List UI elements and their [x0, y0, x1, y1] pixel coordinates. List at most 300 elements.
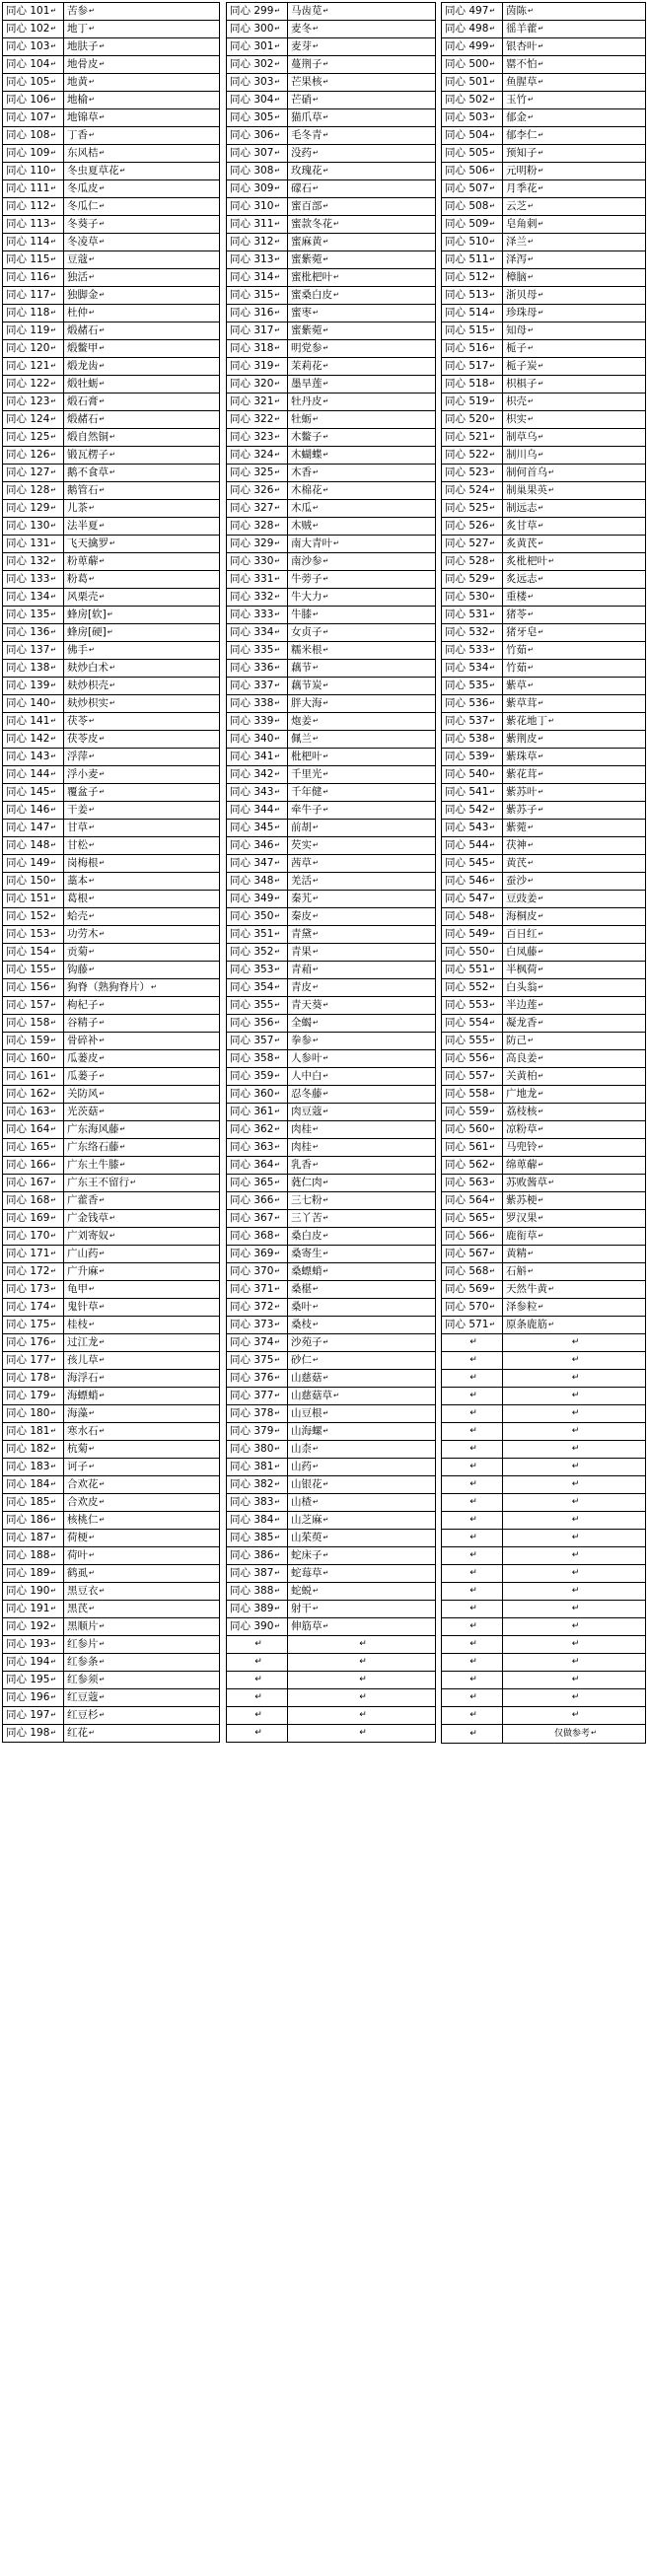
item-code: 同心 361 ↵	[227, 1104, 288, 1121]
table-row	[3, 198, 220, 216]
table-row	[442, 1263, 646, 1281]
item-name: 桂枝 ↵	[64, 1317, 220, 1334]
table-row	[227, 784, 436, 802]
item-name: 枳壳 ↵	[503, 394, 646, 411]
item-name: 合欢皮 ↵	[64, 1494, 220, 1512]
table-row	[227, 926, 436, 944]
table-row	[227, 1459, 436, 1476]
item-code: 同心 503 ↵	[442, 109, 503, 127]
table-row	[227, 571, 436, 589]
item-code: 同心 311 ↵	[227, 216, 288, 234]
table-row	[3, 1636, 220, 1654]
item-name: 煅牡蛎 ↵	[64, 376, 220, 394]
item-code: 同心 145 ↵	[3, 784, 64, 802]
item-name: 麸炒枳壳 ↵	[64, 678, 220, 695]
empty-cell: ↵	[288, 1707, 436, 1725]
item-name: 藕节炭 ↵	[288, 678, 436, 695]
empty-cell: ↵	[503, 1494, 646, 1512]
table-row	[227, 908, 436, 926]
item-name: 玫瑰花 ↵	[288, 163, 436, 180]
table-row	[227, 1725, 436, 1743]
empty-cell: ↵	[503, 1707, 646, 1725]
item-name: 胖大海 ↵	[288, 695, 436, 713]
table-row	[227, 802, 436, 820]
item-name: 郁金 ↵	[503, 109, 646, 127]
item-code: 同心 344 ↵	[227, 802, 288, 820]
table-row	[227, 660, 436, 678]
item-code: 同心 152 ↵	[3, 908, 64, 926]
table-row	[227, 376, 436, 394]
item-name: 牛蒡子 ↵	[288, 571, 436, 589]
item-code: 同心 107 ↵	[3, 109, 64, 127]
item-name: 泽兰 ↵	[503, 234, 646, 251]
item-code: 同心 554 ↵	[442, 1015, 503, 1033]
item-code: 同心 539 ↵	[442, 749, 503, 766]
item-name: 紫花地丁 ↵	[503, 713, 646, 731]
item-code: 同心 162 ↵	[3, 1086, 64, 1104]
item-name: 百日红 ↵	[503, 926, 646, 944]
table-row	[3, 1104, 220, 1121]
table-row	[227, 820, 436, 837]
empty-cell: ↵	[442, 1707, 503, 1725]
item-name: 月季花 ↵	[503, 180, 646, 198]
empty-cell: ↵	[442, 1583, 503, 1601]
item-code: 同心 135 ↵	[3, 607, 64, 624]
item-name: 蛇莓草 ↵	[288, 1565, 436, 1583]
item-code: 同心 159 ↵	[3, 1033, 64, 1050]
item-name: 鹤虱 ↵	[64, 1565, 220, 1583]
table-row	[227, 1192, 436, 1210]
empty-cell: ↵	[503, 1672, 646, 1689]
table-row	[442, 1459, 646, 1476]
item-code: 同心 180 ↵	[3, 1405, 64, 1423]
item-code: 同心 550 ↵	[442, 944, 503, 962]
item-code: 同心 505 ↵	[442, 145, 503, 163]
empty-cell: ↵	[442, 1547, 503, 1565]
table-row	[227, 1104, 436, 1121]
item-name: 苏败酱草 ↵	[503, 1175, 646, 1192]
item-code: 同心 337 ↵	[227, 678, 288, 695]
item-name: 徭羊藿 ↵	[503, 21, 646, 38]
table-row	[3, 180, 220, 198]
item-code: 同心 500 ↵	[442, 56, 503, 74]
item-name: 煅龙齿 ↵	[64, 358, 220, 376]
table-row	[442, 3, 646, 21]
item-name: 沙苑子 ↵	[288, 1334, 436, 1352]
table-row	[227, 1654, 436, 1672]
item-name: 风栗壳 ↵	[64, 589, 220, 607]
empty-cell: ↵	[442, 1423, 503, 1441]
item-code: 同心 567 ↵	[442, 1246, 503, 1263]
item-code: 同心 370 ↵	[227, 1263, 288, 1281]
item-code: 同心 528 ↵	[442, 553, 503, 571]
item-name: 桑叶 ↵	[288, 1299, 436, 1317]
table-row	[3, 394, 220, 411]
empty-cell: ↵	[442, 1725, 503, 1744]
table-row	[442, 731, 646, 749]
item-code: 同心 533 ↵	[442, 642, 503, 660]
item-name: 儿茶 ↵	[64, 500, 220, 518]
item-code: 同心 165 ↵	[3, 1139, 64, 1157]
empty-cell: ↵	[503, 1512, 646, 1530]
item-name: 牡蛎 ↵	[288, 411, 436, 429]
table-row	[227, 1246, 436, 1263]
table-row	[442, 820, 646, 837]
item-name: 枳实 ↵	[503, 411, 646, 429]
item-name: 石斛 ↵	[503, 1263, 646, 1281]
item-code: 同心 179 ↵	[3, 1388, 64, 1405]
item-name: 蜜枇杷叶 ↵	[288, 269, 436, 287]
table-row	[442, 1317, 646, 1334]
item-name: 青果 ↵	[288, 944, 436, 962]
item-name: 浙贝母 ↵	[503, 287, 646, 305]
item-name: 全蝎 ↵	[288, 1015, 436, 1033]
item-name: 竹茹 ↵	[503, 642, 646, 660]
item-name: 枸杞子 ↵	[64, 997, 220, 1015]
item-code: 同心 186 ↵	[3, 1512, 64, 1530]
table-row	[442, 163, 646, 180]
table-row	[442, 340, 646, 358]
table-row	[227, 411, 436, 429]
table-row	[3, 287, 220, 305]
item-name: 海浮石 ↵	[64, 1370, 220, 1388]
item-name: 马齿苋 ↵	[288, 3, 436, 21]
empty-cell: ↵	[442, 1654, 503, 1672]
table-row	[3, 1405, 220, 1423]
table-row	[442, 269, 646, 287]
table-row	[3, 1565, 220, 1583]
item-name: 高良姜 ↵	[503, 1050, 646, 1068]
item-code: 同心 184 ↵	[3, 1476, 64, 1494]
empty-cell: ↵	[503, 1423, 646, 1441]
empty-cell: ↵	[442, 1334, 503, 1352]
empty-cell: ↵	[442, 1672, 503, 1689]
item-code: 同心 336 ↵	[227, 660, 288, 678]
table-row	[3, 1299, 220, 1317]
table-row	[3, 1583, 220, 1601]
item-code: 同心 386 ↵	[227, 1547, 288, 1565]
table-row	[227, 163, 436, 180]
item-code: 同心 371 ↵	[227, 1281, 288, 1299]
item-name: 佩兰 ↵	[288, 731, 436, 749]
item-name: 豆蔻 ↵	[64, 251, 220, 269]
empty-cell: ↵	[442, 1388, 503, 1405]
item-code: 同心 359 ↵	[227, 1068, 288, 1086]
table-row	[442, 1086, 646, 1104]
item-code: 同心 522 ↵	[442, 447, 503, 465]
item-code: 同心 106 ↵	[3, 92, 64, 109]
table-row	[227, 766, 436, 784]
table-row	[442, 1334, 646, 1352]
table-row	[3, 695, 220, 713]
table-row	[442, 944, 646, 962]
table-row	[442, 1299, 646, 1317]
item-name: 法半夏 ↵	[64, 518, 220, 536]
table-row	[3, 216, 220, 234]
item-code: 同心 356 ↵	[227, 1015, 288, 1033]
table-row	[442, 1565, 646, 1583]
item-code: 同心 302 ↵	[227, 56, 288, 74]
item-name: 知母 ↵	[503, 322, 646, 340]
item-code: 同心 322 ↵	[227, 411, 288, 429]
item-code: 同心 560 ↵	[442, 1121, 503, 1139]
table-row	[227, 997, 436, 1015]
item-name: 冬瓜皮 ↵	[64, 180, 220, 198]
empty-cell: ↵	[442, 1441, 503, 1459]
table-row	[227, 678, 436, 695]
table-row	[227, 180, 436, 198]
item-name: 蜜紫菀 ↵	[288, 322, 436, 340]
table-row	[442, 1370, 646, 1388]
item-name: 云芝 ↵	[503, 198, 646, 216]
item-name: 寒水石 ↵	[64, 1423, 220, 1441]
item-name: 荷梗 ↵	[64, 1530, 220, 1547]
table-row	[3, 1263, 220, 1281]
item-name: 紫珠草 ↵	[503, 749, 646, 766]
table-row	[3, 1015, 220, 1033]
item-code: 同心 189 ↵	[3, 1565, 64, 1583]
item-name: 骨碎补 ↵	[64, 1033, 220, 1050]
table-row	[227, 1494, 436, 1512]
item-name: 桑寄生 ↵	[288, 1246, 436, 1263]
item-code: 同心 175 ↵	[3, 1317, 64, 1334]
item-code: 同心 115 ↵	[3, 251, 64, 269]
table-row	[3, 624, 220, 642]
table-row	[227, 145, 436, 163]
item-name: 地骨皮 ↵	[64, 56, 220, 74]
item-code: 同心 193 ↵	[3, 1636, 64, 1654]
item-code: 同心 508 ↵	[442, 198, 503, 216]
table-row	[3, 784, 220, 802]
table-row	[227, 1121, 436, 1139]
item-name: 煅石膏 ↵	[64, 394, 220, 411]
empty-cell: ↵	[288, 1689, 436, 1707]
table-row	[442, 784, 646, 802]
item-code: 同心 384 ↵	[227, 1512, 288, 1530]
table-row	[3, 855, 220, 873]
table-row	[442, 1654, 646, 1672]
table-row	[227, 340, 436, 358]
item-code: 同心 561 ↵	[442, 1139, 503, 1157]
code-column-1	[2, 2, 220, 1743]
table-row	[227, 74, 436, 92]
item-code: 同心 544 ↵	[442, 837, 503, 855]
item-code: 同心 526 ↵	[442, 518, 503, 536]
table-row	[3, 1441, 220, 1459]
table-row	[442, 1530, 646, 1547]
item-code: 同心 130 ↵	[3, 518, 64, 536]
item-code: 同心 185 ↵	[3, 1494, 64, 1512]
item-code: 同心 167 ↵	[3, 1175, 64, 1192]
item-code: 同心 155 ↵	[3, 962, 64, 979]
item-name: 羌活 ↵	[288, 873, 436, 891]
item-name: 合欢花 ↵	[64, 1476, 220, 1494]
item-code: 同心 552 ↵	[442, 979, 503, 997]
table-row	[3, 607, 220, 624]
item-name: 木香 ↵	[288, 465, 436, 482]
item-code: 同心 378 ↵	[227, 1405, 288, 1423]
item-code: 同心 537 ↵	[442, 713, 503, 731]
table-row	[227, 216, 436, 234]
item-code: 同心 136 ↵	[3, 624, 64, 642]
item-code: 同心 565 ↵	[442, 1210, 503, 1228]
empty-cell: ↵	[227, 1707, 288, 1725]
table-row	[227, 1033, 436, 1050]
table-row	[442, 198, 646, 216]
item-code: 同心 345 ↵	[227, 820, 288, 837]
table-row	[227, 1423, 436, 1441]
item-code: 同心 366 ↵	[227, 1192, 288, 1210]
item-code: 同心 111 ↵	[3, 180, 64, 198]
table-row	[3, 376, 220, 394]
item-name: 凉粉草 ↵	[503, 1121, 646, 1139]
table-row	[3, 1707, 220, 1725]
item-name: 谷精子 ↵	[64, 1015, 220, 1033]
item-name: 广升麻 ↵	[64, 1263, 220, 1281]
item-code: 同心 137 ↵	[3, 642, 64, 660]
item-name: 炙远志 ↵	[503, 571, 646, 589]
item-name: 人中白 ↵	[288, 1068, 436, 1086]
item-code: 同心 372 ↵	[227, 1299, 288, 1317]
table-row	[3, 802, 220, 820]
item-name: 猪苓 ↵	[503, 607, 646, 624]
item-code: 同心 364 ↵	[227, 1157, 288, 1175]
table-row	[227, 482, 436, 500]
item-name: 罗汉果 ↵	[503, 1210, 646, 1228]
item-code: 同心 198 ↵	[3, 1725, 64, 1743]
item-code: 同心 383 ↵	[227, 1494, 288, 1512]
table-row	[227, 1512, 436, 1530]
item-code: 同心 139 ↵	[3, 678, 64, 695]
table-row	[442, 553, 646, 571]
item-code: 同心 191 ↵	[3, 1601, 64, 1618]
item-code: 同心 351 ↵	[227, 926, 288, 944]
item-name: 蜂房[硬] ↵	[64, 624, 220, 642]
item-code: 同心 147 ↵	[3, 820, 64, 837]
item-code: 同心 510 ↵	[442, 234, 503, 251]
item-name: 煅鳖甲 ↵	[64, 340, 220, 358]
empty-cell: ↵	[503, 1618, 646, 1636]
item-name: 青天葵 ↵	[288, 997, 436, 1015]
table-row	[442, 1015, 646, 1033]
item-name: 飞天擒罗 ↵	[64, 536, 220, 553]
item-name: 核桃仁 ↵	[64, 1512, 220, 1530]
item-name: 孩儿草 ↵	[64, 1352, 220, 1370]
table-row	[3, 411, 220, 429]
item-code: 同心 568 ↵	[442, 1263, 503, 1281]
item-code: 同心 181 ↵	[3, 1423, 64, 1441]
item-code: 同心 535 ↵	[442, 678, 503, 695]
item-name: 三七粉 ↵	[288, 1192, 436, 1210]
item-name: 忍冬藤 ↵	[288, 1086, 436, 1104]
item-name: 砂仁 ↵	[288, 1352, 436, 1370]
item-name: 蜜款冬花 ↵	[288, 216, 436, 234]
empty-cell: ↵	[503, 1601, 646, 1618]
item-name: 牡丹皮 ↵	[288, 394, 436, 411]
table-row	[3, 908, 220, 926]
item-code: 同心 131 ↵	[3, 536, 64, 553]
table-row	[227, 1636, 436, 1654]
table-row	[442, 926, 646, 944]
item-name: 制何首乌 ↵	[503, 465, 646, 482]
item-code: 同心 102 ↵	[3, 21, 64, 38]
table-row	[442, 1033, 646, 1050]
item-code: 同心 515 ↵	[442, 322, 503, 340]
item-code: 同心 566 ↵	[442, 1228, 503, 1246]
item-name: 甘草 ↵	[64, 820, 220, 837]
item-code: 同心 164 ↵	[3, 1121, 64, 1139]
item-code: 同心 334 ↵	[227, 624, 288, 642]
item-name: 广东海风藤 ↵	[64, 1121, 220, 1139]
item-code: 同心 170 ↵	[3, 1228, 64, 1246]
table-row	[442, 376, 646, 394]
item-name: 凝龙香 ↵	[503, 1015, 646, 1033]
item-name: 东风桔 ↵	[64, 145, 220, 163]
item-name: 糯米根 ↵	[288, 642, 436, 660]
table-row	[3, 109, 220, 127]
item-name: 炙黄芪 ↵	[503, 536, 646, 553]
item-name: 黑芪 ↵	[64, 1601, 220, 1618]
item-code: 同心 126 ↵	[3, 447, 64, 465]
item-code: 同心 498 ↵	[442, 21, 503, 38]
item-name: 猫爪草 ↵	[288, 109, 436, 127]
empty-cell: ↵	[442, 1565, 503, 1583]
table-row	[442, 1121, 646, 1139]
item-code: 同心 168 ↵	[3, 1192, 64, 1210]
item-name: 山慈菇 ↵	[288, 1370, 436, 1388]
table-row	[442, 873, 646, 891]
item-name: 山茱萸 ↵	[288, 1530, 436, 1547]
item-name: 桑白皮 ↵	[288, 1228, 436, 1246]
item-code: 同心 367 ↵	[227, 1210, 288, 1228]
item-name: 炙枇杷叶 ↵	[503, 553, 646, 571]
item-code: 同心 121 ↵	[3, 358, 64, 376]
item-name: 芒硝 ↵	[288, 92, 436, 109]
table-row	[3, 642, 220, 660]
empty-cell: ↵	[288, 1725, 436, 1743]
item-name: 蜜紫菀 ↵	[288, 251, 436, 269]
item-name: 元明粉 ↵	[503, 163, 646, 180]
item-name: 独活 ↵	[64, 269, 220, 287]
table-row	[3, 269, 220, 287]
item-name: 桑枝 ↵	[288, 1317, 436, 1334]
table-row	[442, 1175, 646, 1192]
table-row	[3, 1530, 220, 1547]
item-name: 木瓜 ↵	[288, 500, 436, 518]
item-code: 同心 134 ↵	[3, 589, 64, 607]
item-code: 同心 532 ↵	[442, 624, 503, 642]
item-code: 同心 327 ↵	[227, 500, 288, 518]
empty-cell: ↵	[503, 1689, 646, 1707]
item-code: 同心 108 ↵	[3, 127, 64, 145]
item-name: 女贞子 ↵	[288, 624, 436, 642]
item-code: 同心 197 ↵	[3, 1707, 64, 1725]
item-name: 千里光 ↵	[288, 766, 436, 784]
table-row	[227, 1405, 436, 1423]
table-row	[442, 1192, 646, 1210]
item-name: 黄精 ↵	[503, 1246, 646, 1263]
table-row	[3, 429, 220, 447]
table-row	[442, 287, 646, 305]
item-code: 同心 547 ↵	[442, 891, 503, 908]
item-name: 紫菀 ↵	[503, 820, 646, 837]
table-row	[3, 482, 220, 500]
table-row	[442, 180, 646, 198]
empty-cell: ↵	[503, 1636, 646, 1654]
table-row	[227, 447, 436, 465]
empty-cell: ↵	[227, 1636, 288, 1654]
empty-cell: ↵	[288, 1672, 436, 1689]
